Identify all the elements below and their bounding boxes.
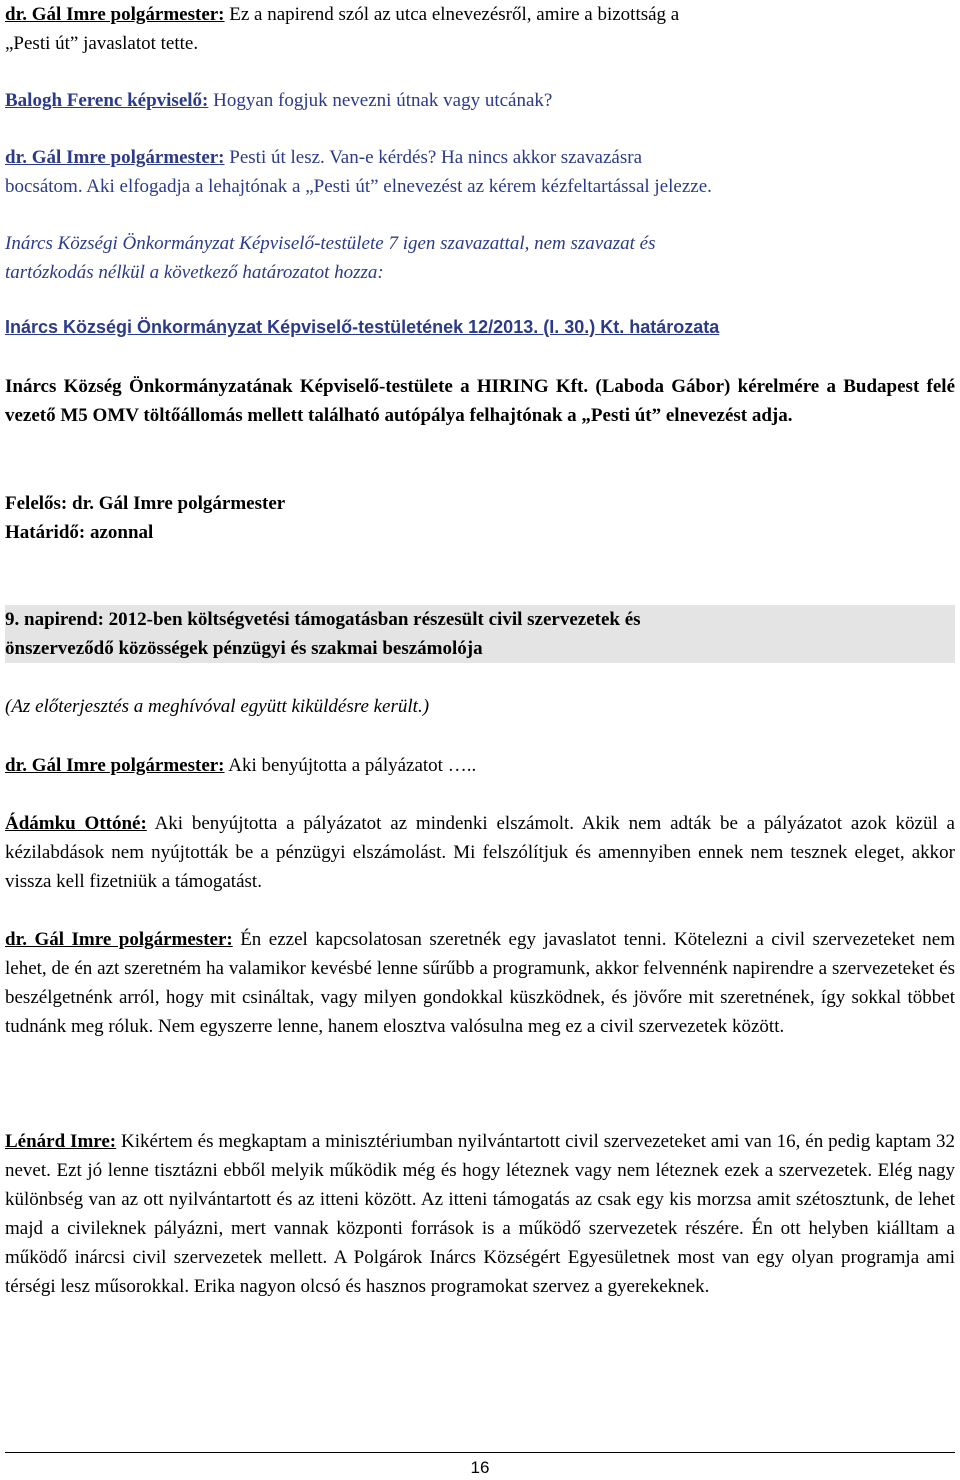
paragraph-balogh: Balogh Ferenc képviselő: Hogyan fogjuk nevezni útnak vagy utcának? — [5, 90, 553, 111]
speaker-name: dr. Gál Imre polgármester: — [5, 755, 225, 776]
agenda-note: (Az előterjesztés a meghívóval együtt kiküldésre került.) — [5, 696, 430, 717]
speaker-name: dr. Gál Imre polgármester: — [5, 929, 233, 950]
speaker-name: Balogh Ferenc képviselő: — [5, 90, 209, 111]
paragraph-mayor-2: dr. Gál Imre polgármester: Pesti út lesz. Van-e kérdés? Ha nincs akkor szavazásra bocsátom. Aki elfogadja a lehajtónak a „Pesti út” elnevezést az kérem kézfeltartással jelezze. — [5, 147, 712, 197]
deadline: Határidő: azonnal — [5, 522, 154, 543]
vote-statement: Inárcs Községi Önkormányzat Képviselő-testülete 7 igen szavazattal, nem szavazat és tartózkodás nélkül a következő határozatot hozza: — [5, 233, 656, 283]
paragraph-mayor-1: dr. Gál Imre polgármester: Ez a napirend szól az utca elnevezésről, amire a bizottság a „Pesti út” javaslatot tette. — [5, 4, 680, 54]
responsible: Felelős: dr. Gál Imre polgármester — [5, 493, 286, 514]
paragraph-adamku: Ádámku Ottóné: Aki benyújtotta a pályázatot az mindenki elszámolt. Akik nem adták be a pályázatot azok közül a kézilabdások nem nyújtották be a pénzügyi elszámolást. Mi felszólítjuk és amennyiben ennek nem tesznek eleget, akkor vissza kell fizetniük a támogatást. — [5, 813, 955, 892]
resolution-body: Inárcs Község Önkormányzatának Képviselő-testülete a HIRING Kft. (Laboda Gábor) kérelmére a Budapest felé vezető M5 OMV töltőállomás mellett található autópálya felhajtónak a „Pesti út” elnevezést adja. — [5, 376, 955, 426]
resolution-footer — [5, 489, 955, 547]
page-number: 16 — [470, 1458, 490, 1477]
paragraph-mayor-4: dr. Gál Imre polgármester: Én ezzel kapcsolatosan szeretnék egy javaslatot tenni. Kötelezni a civil szervezeteket nem lehet, de én azt szeretném ha valamikor kevésbé lenne sűrűbb a programunk, akkor felvennénk napirendre a szervezeteket és beszélgetnénk arról, hogy mit csináltak, vagy milyen gondokkal küszködnek, és jövőre mit szeretnének, így sokkal többet tudnánk meg róluk. Nem egyszerre lenne, hanem elosztva valósulna meg ez a civil szervezetek között. — [5, 929, 955, 1037]
speaker-name: Lénárd Imre: — [5, 1131, 117, 1152]
agenda-item-9: 9. napirend: 2012-ben költségvetési támogatásban részesült civil szervezetek és önszerveződő közösségek pénzügyi és szakmai beszámolója — [5, 605, 955, 663]
paragraph-lenard: Lénárd Imre: Kikértem és megkaptam a minisztériumban nyilvántartott civil szervezeteket ami van 16, én pedig kaptam 32 nevet. Ezt jó lenne tisztázni ebből melyik működik még és hogy léteznek vagy nem léteznek ezek a szervezetek. Elég nagy különbség van az ott nyilvántartott és az itteni között. Az itteni támogatás az csak egy kis morzsa amit szétosztunk, de lehet majd a civileknek pályázni, mert vannak központi források is a működő szervezetek részére. Én ott helyben kiálltam a működő inárcsi civil szervezetek mellett. A Polgárok Inárcs Községért Egyesületnek most van egy olyan programja ami térségi lesz műsorokkal. Erika nagyon olcsó és hasznos programokat szervez a gyerekeknek. — [5, 1131, 955, 1297]
paragraph-mayor-3: dr. Gál Imre polgármester: Aki benyújtotta a pályázatot ….. — [5, 755, 477, 776]
speaker-name: dr. Gál Imre polgármester: — [5, 4, 225, 25]
resolution-title: Inárcs Községi Önkormányzat Képviselő-testületének 12/2013. (I. 30.) Kt. határozata — [5, 317, 720, 337]
speaker-name: dr. Gál Imre polgármester: — [5, 147, 225, 168]
footer-divider — [5, 1452, 955, 1453]
speaker-name: Ádámku Ottóné: — [5, 813, 147, 834]
